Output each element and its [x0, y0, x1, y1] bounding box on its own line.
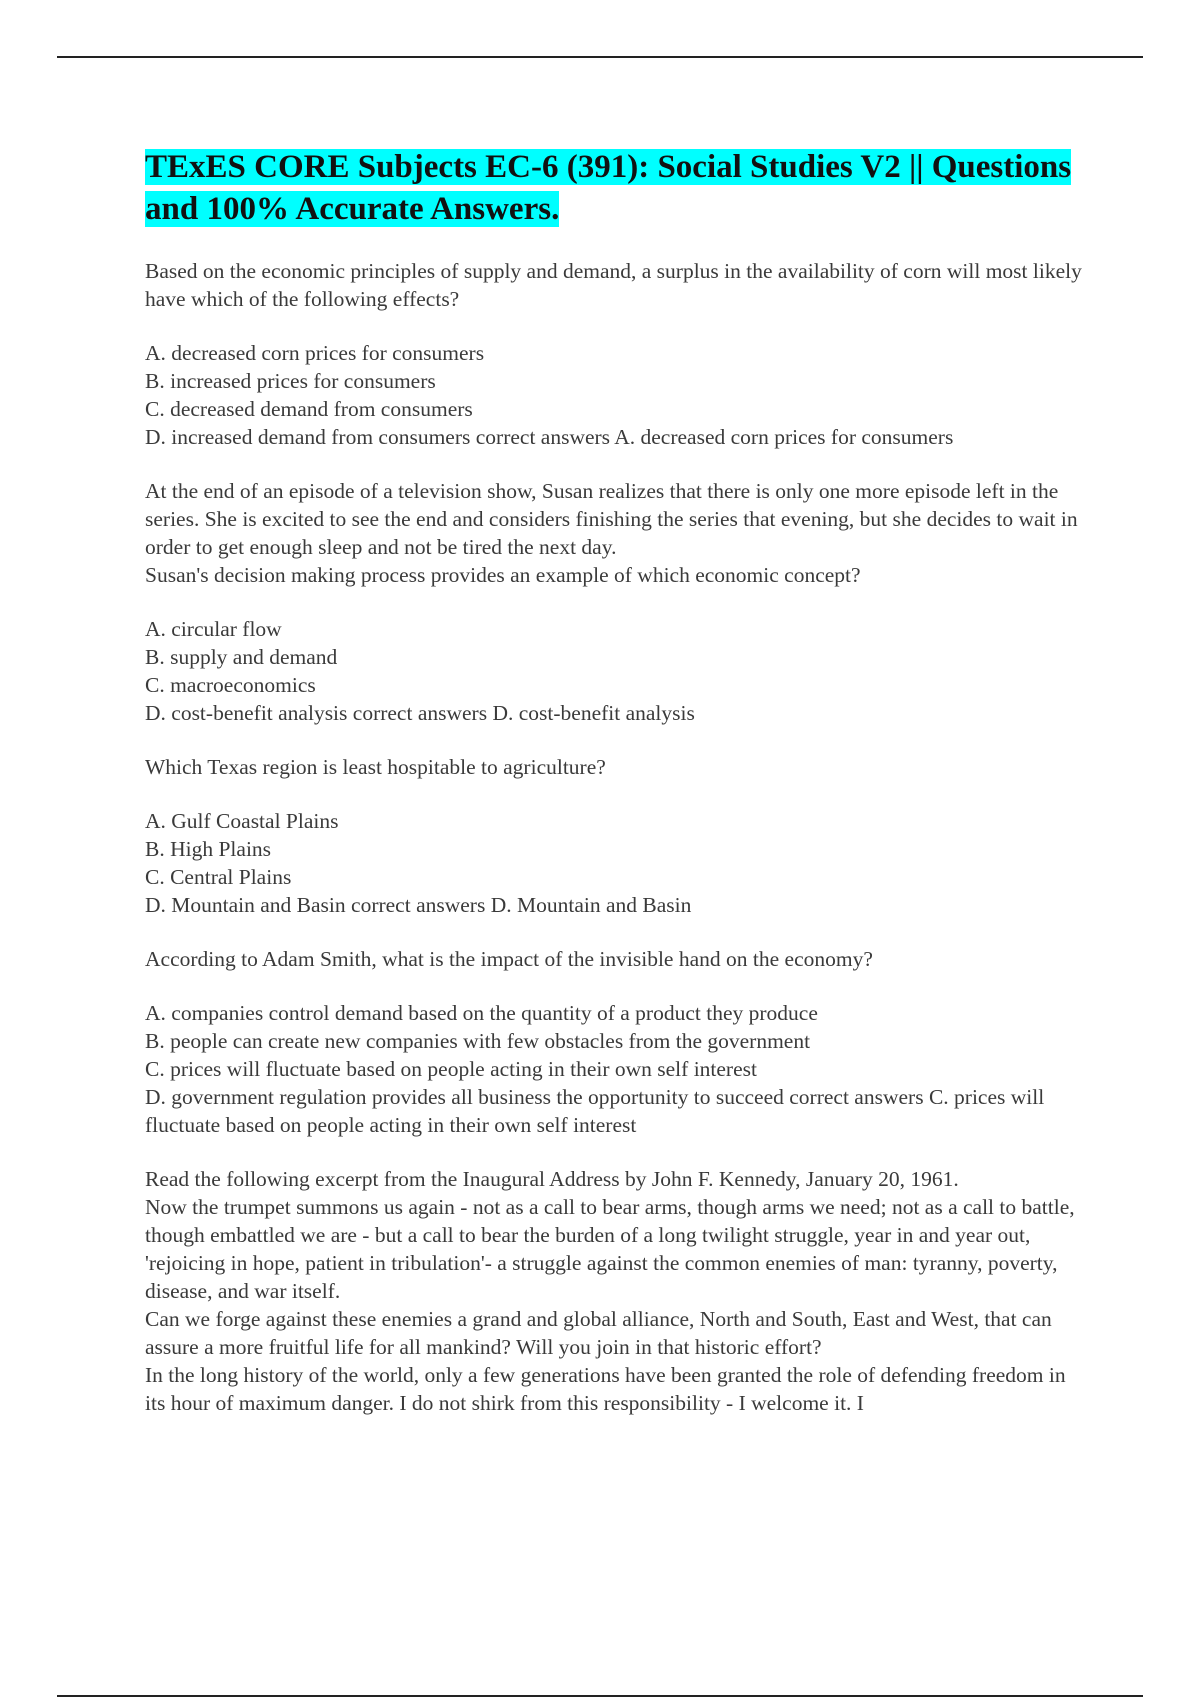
option-item: B. High Plains — [145, 837, 272, 861]
document-title — [145, 146, 1090, 230]
question-text-1: Based on the economic principles of supply and demand, a surplus in the availability of corn will most likely have which of the following effects? — [145, 259, 1082, 311]
option-list-1 — [145, 339, 1090, 451]
question-text-2: At the end of an episode of a television show, Susan realizes that there is only one more episode left in the series. She is excited to see the end and considers finishing the series that evening, but she decides to wait in order to get enough sleep and not be tired the next day. Susan's decision making process provides an example of which economic concept? — [145, 479, 1078, 587]
document-title-highlight: TExES CORE Subjects EC-6 (391): Social Studies V2 || Questions and 100% Accurate Answers. — [145, 149, 1072, 227]
option-item: D. government regulation provides all business the opportunity to succeed correct answers C. prices will fluctuate based on people acting in their own self interest — [145, 1085, 1045, 1137]
option-item: D. Mountain and Basin correct answers D. Mountain and Basin — [145, 893, 692, 917]
option-item: A. decreased corn prices for consumers — [145, 341, 485, 365]
option-list-2 — [145, 615, 1090, 727]
bottom-rule — [57, 1695, 1143, 1697]
option-item: D. cost-benefit analysis correct answers D. cost-benefit analysis — [145, 701, 695, 725]
option-item: C. macroeconomics — [145, 673, 316, 697]
option-item: A. companies control demand based on the quantity of a product they produce — [145, 1001, 818, 1025]
option-item: B. people can create new companies with few obstacles from the government — [145, 1029, 811, 1053]
option-item: C. prices will fluctuate based on people acting in their own self interest — [145, 1057, 757, 1081]
excerpt-text: Read the following excerpt from the Inaugural Address by John F. Kennedy, January 20, 1961. Now the trumpet summons us again - not as a call to bear arms, though arms we need; not as a call to battle, though embattled we are - but a call to bear the burden of a long twilight struggle, year in and year out, 'rejoicing in hope, patient in tribulation'- a struggle against the common enemies of man: tyranny, poverty, disease, and war itself. Can we forge against these enemies a grand and global alliance, North and South, East and West, that can assure a more fruitful life for all mankind? Will you join in that historic effort? In the long history of the world, only a few generations have been granted the role of defending freedom in its hour of maximum danger. I do not shirk from this responsibility - I welcome it. I — [145, 1167, 1075, 1415]
option-item: C. decreased demand from consumers — [145, 397, 473, 421]
option-item: A. Gulf Coastal Plains — [145, 809, 339, 833]
option-item: C. Central Plains — [145, 865, 292, 889]
option-item: B. supply and demand — [145, 645, 338, 669]
question-block-4 — [145, 945, 1090, 1139]
option-item: B. increased prices for consumers — [145, 369, 436, 393]
option-list-3 — [145, 807, 1090, 919]
question-text-4: According to Adam Smith, what is the impact of the invisible hand on the economy? — [145, 947, 873, 971]
question-text-3: Which Texas region is least hospitable to agriculture? — [145, 755, 606, 779]
top-rule — [57, 56, 1143, 58]
page-content — [145, 146, 1090, 1443]
question-block-3 — [145, 753, 1090, 919]
option-list-4 — [145, 999, 1090, 1139]
question-block-1 — [145, 257, 1090, 451]
option-item: A. circular flow — [145, 617, 282, 641]
question-block-2 — [145, 477, 1090, 727]
option-item: D. increased demand from consumers correct answers A. decreased corn prices for consumers — [145, 425, 954, 449]
